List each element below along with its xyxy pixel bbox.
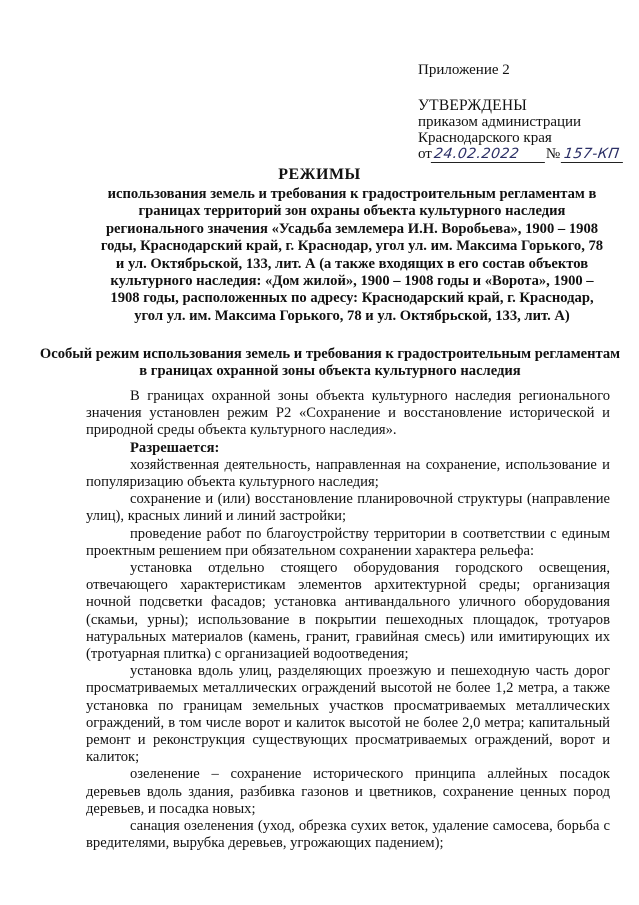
approval-line-2: Краснодарского края	[418, 130, 552, 146]
paragraph-greening: озеленение – сохранение исторического принципа аллейных посадок деревьев вдоль здания, разбивка газонов и цветников, сохранение ценных пород деревьев, и посадка новых;	[86, 766, 610, 817]
appendix-label: Приложение 2	[418, 62, 510, 78]
document-heading: РЕЖИМЫ	[278, 166, 361, 183]
paragraph-allowed-heading: Разрешается:	[130, 439, 220, 456]
paragraph-fences: установка вдоль улиц, разделяющих проезжую и пешеходную часть дорог просматриваемых металлических ограждений высотой не более 1,2 метра, а также установка по границам земельных участков просматриваемых металлических ограждений, в том числе ворот и калиток высотой не более 2,0 метра; капитальный ремонт и реконструкция существующих просматриваемых ограждений, ворот и калиток;	[86, 663, 610, 766]
number-prefix: №	[545, 146, 561, 162]
approval-line-1: приказом администрации	[418, 114, 582, 130]
paragraph-economic-activity: хозяйственная деятельность, направленная на сохранение, использование и популяризацию объекта культурного наследия;	[86, 456, 610, 491]
approval-title: УТВЕРЖДЕНЫ	[418, 97, 527, 114]
document-subheading: использования земель и требования к градостроительным регламентам в границах территорий зон охраны объекта культурного наследия регионального значения «Усадьба землемера И.Н. Воробьева», 1900 – 1908 годы, Краснодарский край, г. Краснодар, угол ул. им. Максима Горького, 78 и ул. Октябрьской, 133, лит. А (а также входящих в его состав объектов культурного наследия: «Дом жилой», 1900 – 1908 годы и «Ворота», 1900 – 1908 годы, расположенных по адресу: Краснодарский край, г. Краснодар, угол ул. им. Максима Горького, 78 и ул. Октябрьской, 133, лит. А)	[100, 186, 604, 324]
approval-block	[418, 98, 624, 163]
paragraph-lighting-equipment: установка отдельно стоящего оборудования городского освещения, отвечающего характеристикам элементов архитектурной среды; организация ночной подсветки фасадов; установка антивандального уличного оборудования (скамьи, урны); использование в покрытии пешеходных площадок, тротуаров натуральных материалов (камень, гранит, гравийная смесь) или имитирующих их (тротуарная плитка) с организацией водоотведения;	[86, 560, 610, 663]
paragraph-planning-structure: сохранение и (или) восстановление планировочной структуры (направление улиц), красных линий и линий застройки;	[86, 491, 610, 525]
paragraph-landscaping-works: проведение работ по благоустройству территории в соответствии с единым проектным решением при обязательном сохранении характера рельефа:	[86, 525, 610, 559]
approval-date-line	[418, 146, 624, 163]
handwritten-date: 24.02.2022	[431, 146, 547, 163]
paragraph-sanitation: санация озеленения (уход, обрезка сухих веток, удаление самосева, борьба с вредителями, вырубка деревьев, угрожающих падением);	[86, 818, 610, 852]
date-prefix: от	[418, 146, 432, 162]
paragraph-intro: В границах охранной зоны объекта культурного наследия регионального значения установлен режим Р2 «Сохранение и восстановление исторической и природной среды объекта культурного наследия».	[86, 388, 610, 439]
section-title: Особый режим использования земель и требования к градостроительным регламентам в границах охранной зоны объекта культурного наследия	[39, 346, 621, 380]
body-text	[86, 388, 610, 852]
handwritten-number: 157-КП	[561, 146, 625, 163]
